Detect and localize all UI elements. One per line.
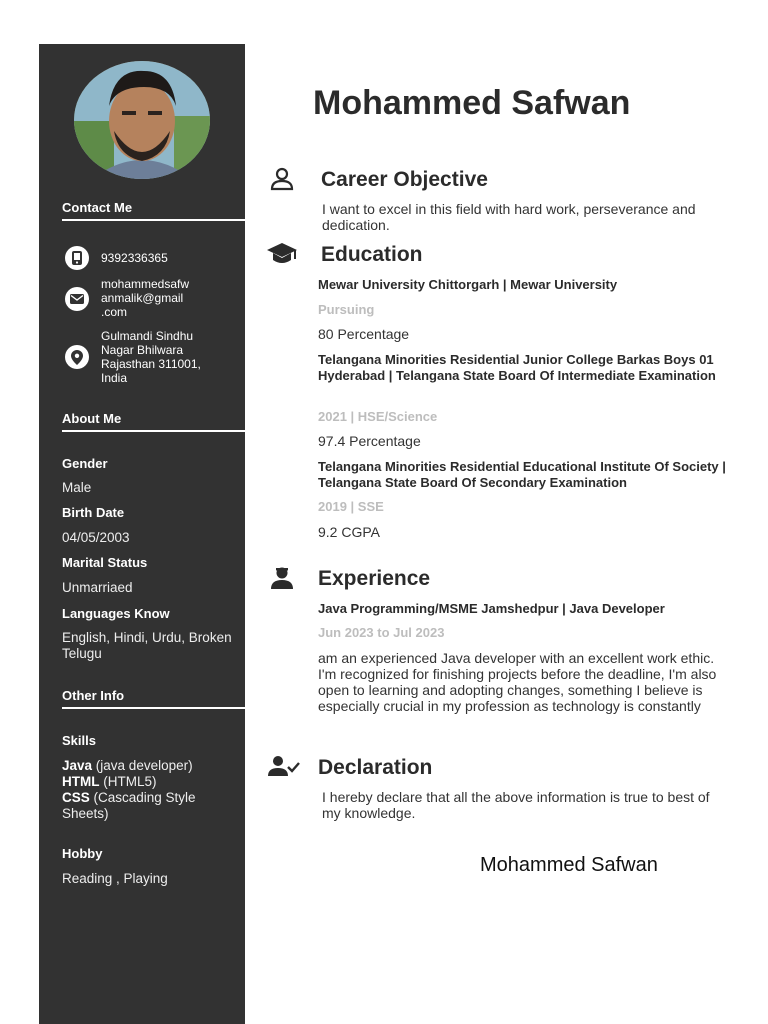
marital-status-label: Marital Status	[62, 555, 148, 570]
phone-number: 9392336365	[101, 251, 168, 265]
address-text: Gulmandi Sindhu Nagar Bhilwara Rajasthan 311001, India	[101, 329, 201, 385]
languages-value: English, Hindi, Urdu, Broken Telugu	[62, 630, 232, 661]
education-entry-status: 2019 | SSE	[318, 499, 384, 514]
contact-address	[63, 329, 243, 387]
hobby-label: Hobby	[62, 846, 103, 861]
phone-icon	[65, 246, 89, 270]
worker-icon	[267, 565, 297, 591]
contact-heading: Contact Me	[62, 200, 245, 221]
experience-description: am an experienced Java developer with an excellent work ethic. I'm recognized for finishing projects before the deadline, I'm also open to learning and adopting changes, something I believe is especially crucial in my profession as technology is constantly	[318, 650, 717, 714]
location-icon	[65, 345, 89, 369]
other-info-heading: Other Info	[62, 688, 245, 709]
about-heading: About Me	[62, 411, 245, 432]
experience-entry-title: Java Programming/MSME Jamshedpur | Java Developer	[318, 601, 665, 616]
education-entry-title: Mewar University Chittorgarh | Mewar University	[318, 277, 618, 292]
education-entry-title: Telangana Minorities Residential Junior College Barkas Boys 01 Hyderabad | Telangana State Board Of Intermediate Examination	[318, 352, 716, 383]
avatar	[74, 61, 210, 179]
graduation-cap-icon	[267, 241, 297, 267]
gender-label: Gender	[62, 456, 108, 471]
education-entry-title: Telangana Minorities Residential Educational Institute Of Society | Telangana State Board Of Secondary Examination	[318, 459, 726, 490]
education-entry-score: 97.4 Percentage	[318, 433, 421, 449]
profile-photo	[74, 61, 210, 179]
birth-date-value: 04/05/2003	[62, 530, 130, 545]
education-entry-score: 9.2 CGPA	[318, 524, 380, 540]
education-entry-status: Pursuing	[318, 302, 375, 317]
person-icon	[267, 166, 297, 192]
education-entry-status: 2021 | HSE/Science	[318, 409, 438, 424]
declaration-text: I hereby declare that all the above information is true to best of my knowledge.	[322, 789, 710, 821]
marital-status-value: Unmarriaed	[62, 580, 133, 595]
email-address: mohammedsafw anmalik@gmail .com	[101, 277, 190, 319]
birth-date-label: Birth Date	[62, 505, 125, 520]
career-objective-text: I want to excel in this field with hard work, perseverance and dedication.	[322, 201, 696, 233]
languages-label: Languages Know	[62, 606, 170, 621]
signature-name: Mohammed Safwan	[480, 854, 658, 876]
person-check-icon	[267, 754, 301, 780]
experience-heading: Experience	[318, 567, 431, 590]
skills-label: Skills	[62, 733, 96, 748]
declaration-heading: Declaration	[318, 756, 433, 779]
skill-item: Java (java developer)	[62, 758, 193, 773]
sidebar	[39, 44, 245, 1024]
contact-email	[63, 277, 243, 321]
gender-value: Male	[62, 480, 92, 495]
experience-dates: Jun 2023 to Jul 2023	[318, 625, 445, 640]
skill-item: HTML (HTML5)	[62, 774, 157, 789]
mail-icon	[65, 287, 89, 311]
contact-phone	[63, 246, 243, 270]
education-heading: Education	[321, 243, 423, 266]
education-entry-score: 80 Percentage	[318, 326, 410, 342]
hobby-value: Reading , Playing	[62, 871, 168, 886]
page-title: Mohammed Safwan	[313, 84, 631, 122]
skill-item: CSS (Cascading Style Sheets)	[62, 790, 196, 821]
career-objective-heading: Career Objective	[321, 168, 488, 191]
